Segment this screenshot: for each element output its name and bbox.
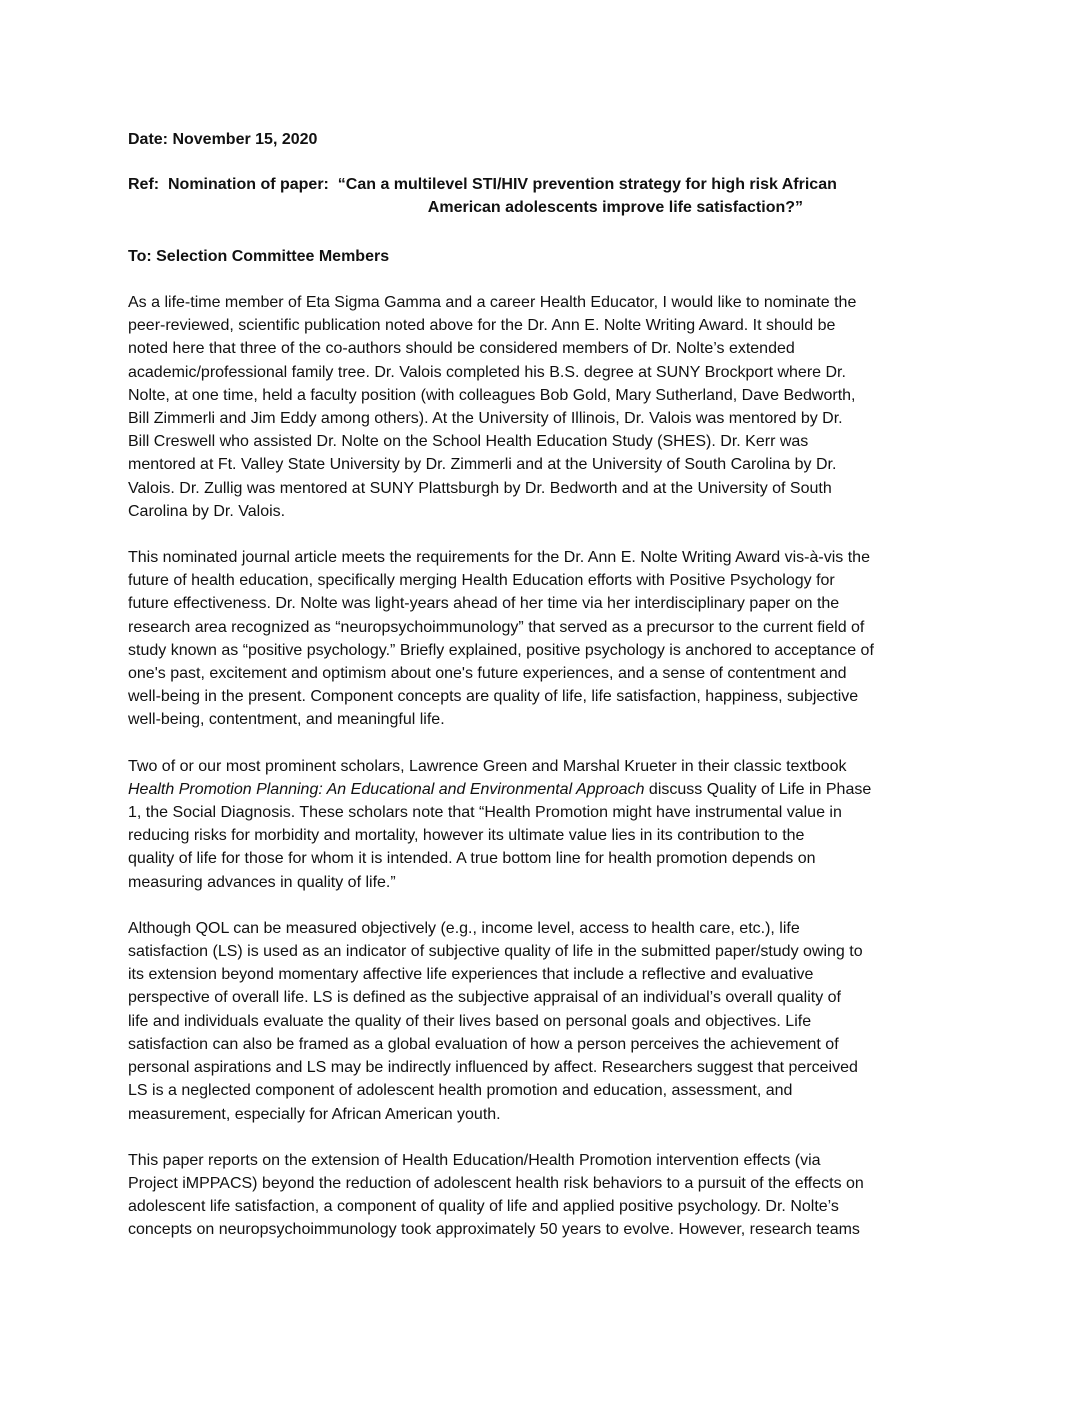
text-line: future effectiveness. Dr. Nolte was light-years ahead of her time via her interdisciplinary paper on the [128,595,840,613]
text-line: study known as “positive psychology.” Briefly explained, positive psychology is anchored to acceptance of [128,641,874,659]
paragraph-1 [128,291,978,523]
text-line: concepts on neuropsychoimmunology took approximately 50 years to evolve. However, research teams [128,1221,860,1239]
text-line: Bill Zimmerli and Jim Eddy among others). At the University of Illinois, Dr. Valois was mentored by Dr. [128,410,843,428]
text-line: measurement, especially for African American youth. [128,1105,501,1123]
text-line: research area recognized as “neuropsychoimmunology” that served as a precursor to the current field of [128,618,865,636]
reference-paper-title [338,173,837,219]
text-line: perspective of overall life. LS is defined as the subjective appraisal of an individual’s overall quality of [128,989,841,1007]
text-line: Bill Creswell who assisted Dr. Nolte on the School Health Education Study (SHES). Dr. Kerr was [128,433,809,451]
text-line: adolescent life satisfaction, a component of quality of life and applied positive psychology. Dr. Nolte’s [128,1198,839,1216]
text-line: satisfaction (LS) is used as an indicator of subjective quality of life in the submitted paper/study owing to [128,943,863,961]
reference-label: Ref: Nomination of paper: [128,176,338,193]
reference-line [128,173,978,219]
text-line: noted here that three of the co-authors should be considered members of Dr. Nolte’s extended [128,340,795,358]
text-line: well-being, contentment, and meaningful life. [128,711,445,729]
text-line: Carolina by Dr. Valois. [128,502,286,520]
paragraph-3 [128,755,978,894]
text-line: future of health education, specifically merging Health Education efforts with Positive Psychology for [128,572,835,590]
text-line: measuring advances in quality of life.” [128,873,396,891]
text-line: 1, the Social Diagnosis. These scholars note that “Health Promotion might have instrumental value in [128,804,842,822]
text-fragment: discuss Quality of Life in Phase [644,780,872,798]
reference-title-line-1: “Can a multilevel STI/HIV prevention strategy for high risk African [337,176,837,193]
text-line: life and individuals evaluate the quality of their lives based on personal goals and objectives. Life [128,1012,812,1030]
text-line: Project iMPPACS) beyond the reduction of adolescent health risk behaviors to a pursuit of the effects on [128,1174,864,1192]
text-line: peer-reviewed, scientific publication noted above for the Dr. Ann E. Nolte Writing Award. It should be [128,317,836,335]
text-line: mentored at Ft. Valley State University by Dr. Zimmerli and at the University of South Carolina by Dr. [128,456,837,474]
paragraph-5 [128,1149,978,1242]
paragraph-2 [128,546,978,732]
text-line: satisfaction can also be framed as a global evaluation of how a person perceives the achievement of [128,1035,839,1053]
text-line: Although QOL can be measured objectively (e.g., income level, access to health care, etc.), life [128,919,800,937]
book-title: Health Promotion Planning: An Educational and Environmental Approach [128,780,645,798]
text-line: This paper reports on the extension of Health Education/Health Promotion intervention effects (via [128,1151,821,1169]
date-line: Date: November 15, 2020 [128,131,318,148]
text-line: Valois. Dr. Zullig was mentored at SUNY Plattsburgh by Dr. Bedworth and at the University of South [128,479,832,497]
paragraph-4 [128,917,978,1126]
recipient-line: To: Selection Committee Members [128,248,390,265]
text-line: reducing risks for morbidity and mortality, however its ultimate value lies in its contribution to the [128,827,805,845]
text-line: its extension beyond momentary affective life experiences that include a reflective and evaluative [128,966,814,984]
text-line: quality of life for those for whom it is intended. A true bottom line for health promotion depends on [128,850,816,868]
text-line [128,778,978,801]
text-line: LS is a neglected component of adolescent health promotion and education, assessment, and [128,1082,793,1100]
text-line: well-being in the present. Component concepts are quality of life, life satisfaction, happiness, subjective [128,688,859,706]
text-line: personal aspirations and LS may be indirectly influenced by affect. Researchers suggest that perceived [128,1059,858,1077]
reference-title-line-2: American adolescents improve life satisfaction?” [427,199,804,216]
text-line: This nominated journal article meets the requirements for the Dr. Ann E. Nolte Writing Award vis-à-vis the [128,549,870,567]
letter-page [128,128,978,1265]
text-line: Two of or our most prominent scholars, Lawrence Green and Marshal Krueter in their classic textbook [128,757,847,775]
text-line: As a life-time member of Eta Sigma Gamma and a career Health Educator, I would like to nominate the [128,294,857,311]
text-line: academic/professional family tree. Dr. Valois completed his B.S. degree at SUNY Brockport where Dr. [128,363,846,381]
text-line: Nolte, at one time, held a faculty position (with colleagues Bob Gold, Mary Sutherland, Dave Bedworth, [128,386,856,404]
text-line: one's past, excitement and optimism about one's future experiences, and a sense of contentment and [128,665,847,683]
